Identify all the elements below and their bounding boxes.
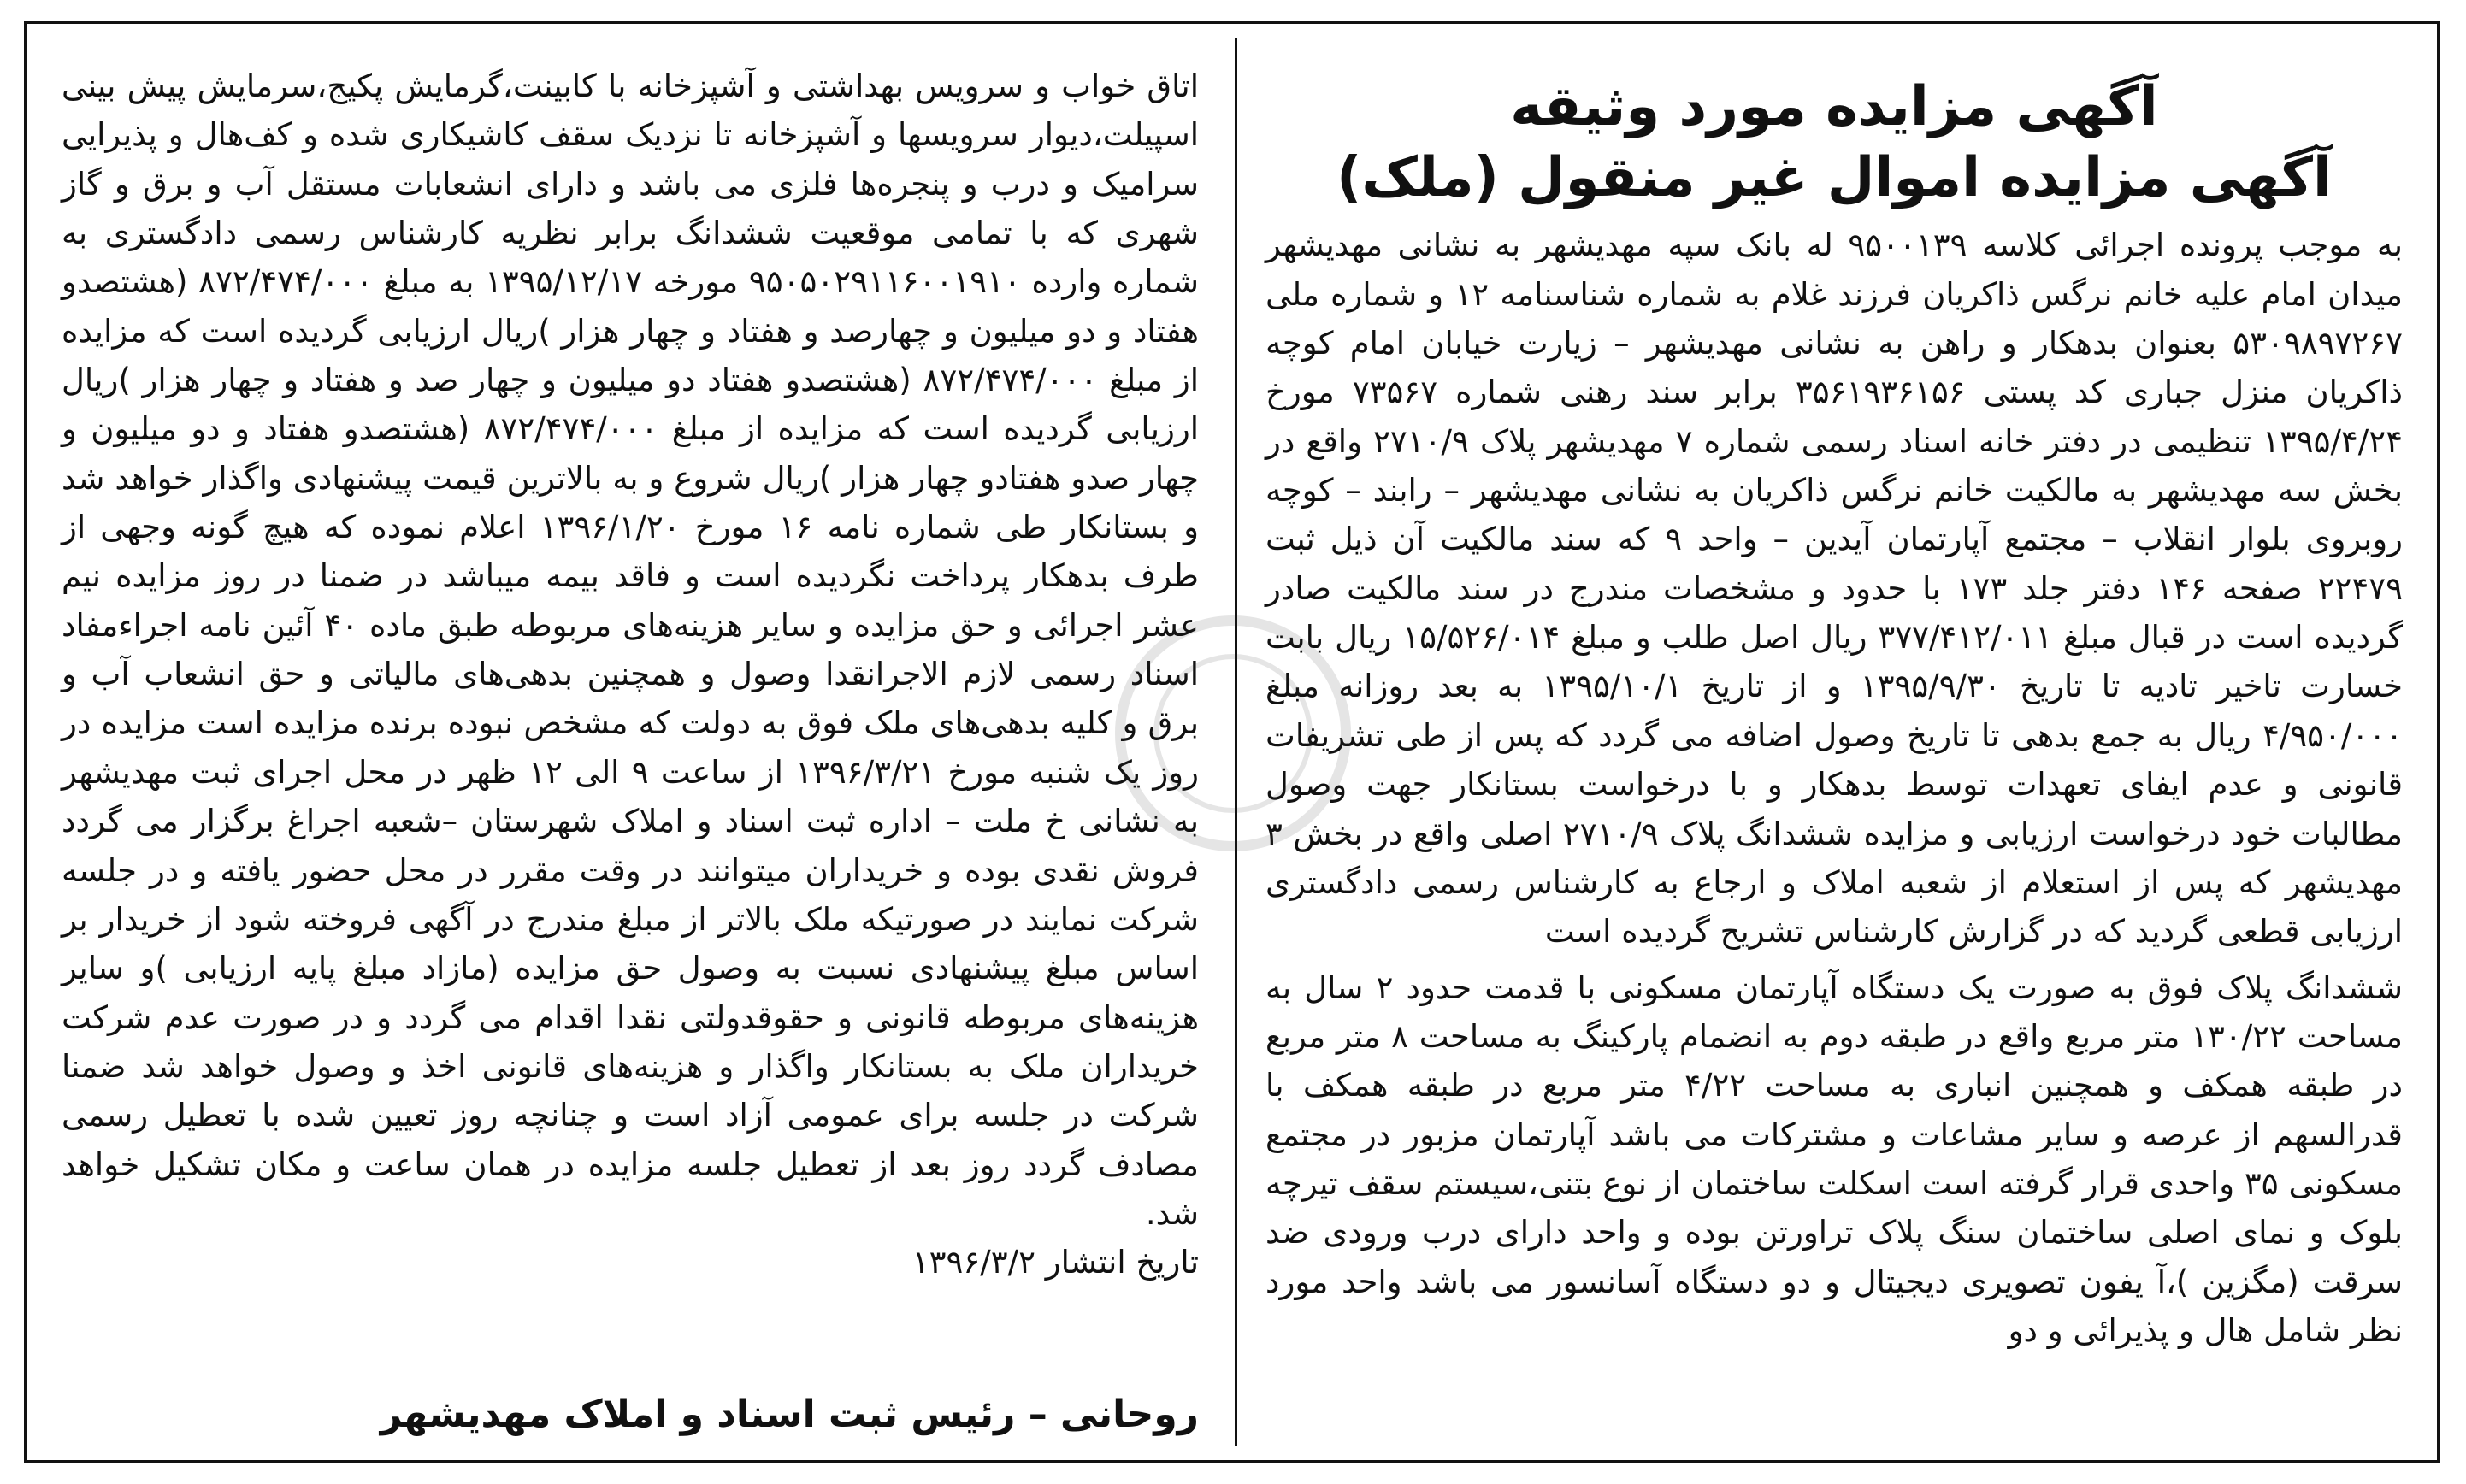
- right-paragraph-2: ششدانگ پلاک فوق به صورت یک دستگاه آپارتمان مسکونی با قدمت حدود ۲ سال به مساحت ۱۳۰/۲۲ متر مربع واقع در طبقه دوم به انضمام پارکینگ به مساحت ۸ متر مربع در طبقه همکف و همچنین انباری به مساحت ۴/۲۲ متر مربع در طبقه همکف با قدرالسهم از عرصه و سایر مشاعات و مشترکات می باشد آپارتمان مزبور در مجتمع مسکونی ۳۵ واحدی قرار گرفته است اسکلت ساختمان از نوع بتنی،سیستم سقف تیرچه بلوک و نمای اصلی ساختمان سنگ پلاک تراورتن بوده و واحد دارای درب ورودی ضد سرقت (مگزین )،آ یفون تصویری دیجیتال و دو دستگاه آسانسور می باشد واحد مورد نظر شامل هال و پذیرائی و دو: [1265, 969, 2403, 1349]
- notice-frame: [24, 21, 2440, 1463]
- left-column: [27, 24, 1233, 1460]
- headline-line2: آگهی مزایده اموال غیر منقول (ملک): [1336, 146, 2332, 210]
- publication-date: تاریخ انتشار ۱۳۹۶/۳/۲: [911, 1244, 1199, 1281]
- watermark-logo: [1105, 605, 1361, 862]
- left-paragraph-1: اتاق خواب و سرویس بهداشتی و آشپزخانه با کابینت،گرمایش پکیج،سرمایش پیش بینی اسپیلت،دیوار سرویسها و آشپزخانه تا نزدیک سقف کاشیکاری شده و کف‌هال و پذیرایی سرامیک و درب و پنجره‌ها فلزی می باشد و دارای انشعابات مستقل آب و برق و گاز شهری که با تمامی موقعیت ششدانگ برابر نظریه کارشناس رسمی دادگستری به شماره وارده ۹۵۰۵۰۲۹۱۱۶۰۰۱۹۱۰ مورخه ۱۳۹۵/۱۲/۱۷ به مبلغ ۸۷۲/۴۷۴/۰۰۰ (هشتصدو هفتاد و دو میلیون و چهارصد و هفتاد و چهار هزار )ریال ارزیابی گردیده است که مزایده از مبلغ ۸۷۲/۴۷۴/۰۰۰ (هشتصدو هفتاد دو میلیون و چهار صد و هفتاد و چهار هزار )ریال ارزیابی گردیده است که مزایده از مبلغ ۸۷۲/۴۷۴/۰۰۰ (هشتصدو هفتاد و دو میلیون و چهار صدو هفتادو چهار هزار )ریال شروع و به بالاترین قیمت پیشنهادی واگذار خواهد شد و بستانکار طی شماره نامه ۱۶ مورخ ۱۳۹۶/۱/۲۰ اعلام نموده که هیچ گونه وجهی از طرف بدهکار پرداخت نگردیده است و فاقد بیمه میباشد در ضمنا در روز مزایده نیم عشر اجرائی و حق مزایده و سایر هزینه‌های مربوطه طبق ماده ۴۰ آئین نامه اجراءمفاد اسناد رسمی لازم الاجرانقدا وصول و همچنین بدهی‌های مالیاتی و حق انشعاب آب و برق و کلیه بدهی‌های ملک فوق به دولت که مشخص نبوده برنده مزایده است مزایده در روز یک شنبه مورخ ۱۳۹۶/۳/۲۱ از ساعت ۹ الی ۱۲ ظهر در محل اجرای ثبت مهدیشهر به نشانی خ ملت – اداره ثبت اسناد و املاک شهرستان –شعبه اجراغ برگزار می گردد فروش نقدی بوده و خریداران میتوانند در وقت مقرر در محل حضور یافته و در جلسه شرکت نمایند در صورتیکه ملک بالاتر از مبلغ مندرج در آگهی فروخته شود از خریدار بر اساس مبلغ پیشنهادی نسبت به وصول حق مزایده (مازاد مبلغ پایه ارزیابی )و سایر هزینه‌های مربوطه قانونی و حقوقدولتی نقدا اقدام می گردد و در صورت عدم شرکت خریداران ملک به بستانکار واگذار و هزینه‌های قانونی اخذ و وصول خواهد شد ضمنا شرکت در جلسه برای عمومی آزاد است و چنانچه روز تعیین شده با تعطیل رسمی مصادف گردد روز بعد از تعطیل جلسه مزایده در همان ساعت و مکان تشکیل خواهد شد.: [62, 68, 1200, 1232]
- right-column: [1231, 24, 2437, 1460]
- headline-line1: آگهی مزایده مورد وثیقه: [1510, 75, 2158, 138]
- right-paragraph-1: به موجب پرونده اجرائی کلاسه ۹۵۰۰۱۳۹ له بانک سپه مهدیشهر به نشانی مهدیشهر میدان امام علیه خانم نرگس ذاکریان فرزند غلام به شماره شناسنامه ۱۲ و شماره ملی ۵۳۰۹۸۹۷۲۶۷ بعنوان بدهکار و راهن به نشانی مهدیشهر – زیارت خیابان امام کوچه ذاکریان منزل جباری کد پستی ۳۵۶۱۹۳۶۱۵۶ برابر سند رهنی شماره ۷۳۵۶۷ مورخ ۱۳۹۵/۴/۲۴ تنظیمی در دفتر خانه اسناد رسمی شماره ۷ مهدیشهر پلاک ۲۷۱۰/۹ واقع در بخش سه مهدیشهر به مالکیت خانم نرگس ذاکریان به نشانی مهدیشهر – رابند – کوچه روبروی بلوار انقلاب – مجتمع آپارتمان آیدین – واحد ۹ که سند مالکیت آن ذیل ثبت ۲۲۴۷۹ صفحه ۱۴۶ دفتر جلد ۱۷۳ با حدود و مشخصات مندرج در سند مالکیت صادر گردیده است در قبال مبلغ ۳۷۷/۴۱۲/۰۱۱ ریال اصل طلب و مبلغ ۱۵/۵۲۶/۰۱۴ ریال بابت خسارت تاخیر تادیه تا تاریخ ۱۳۹۵/۹/۳۰ و از تاریخ ۱۳۹۵/۱۰/۱ به بعد روزانه مبلغ ۴/۹۵۰/۰۰۰ ریال به جمع بدهی تا تاریخ وصول اضافه می گردد که پس از طی تشریفات قانونی و عدم ایفای تعهدات توسط بدهکار و با درخواست بستانکار جهت وصول مطالبات خود درخواست ارزیابی و مزایده ششدانگ پلاک ۲۷۱۰/۹ اصلی واقع در بخش ۳ مهدیشهر که پس از استعلام از شعبه املاک و ارجاع به کارشناس رسمی دادگستری ارزیابی قطعی گردید که در گزارش کارشناس تشریح گردیده است: [1265, 227, 2404, 951]
- signature: روحانی – رئیس ثبت اسناد و املاک مهدیشهر: [380, 1393, 1199, 1436]
